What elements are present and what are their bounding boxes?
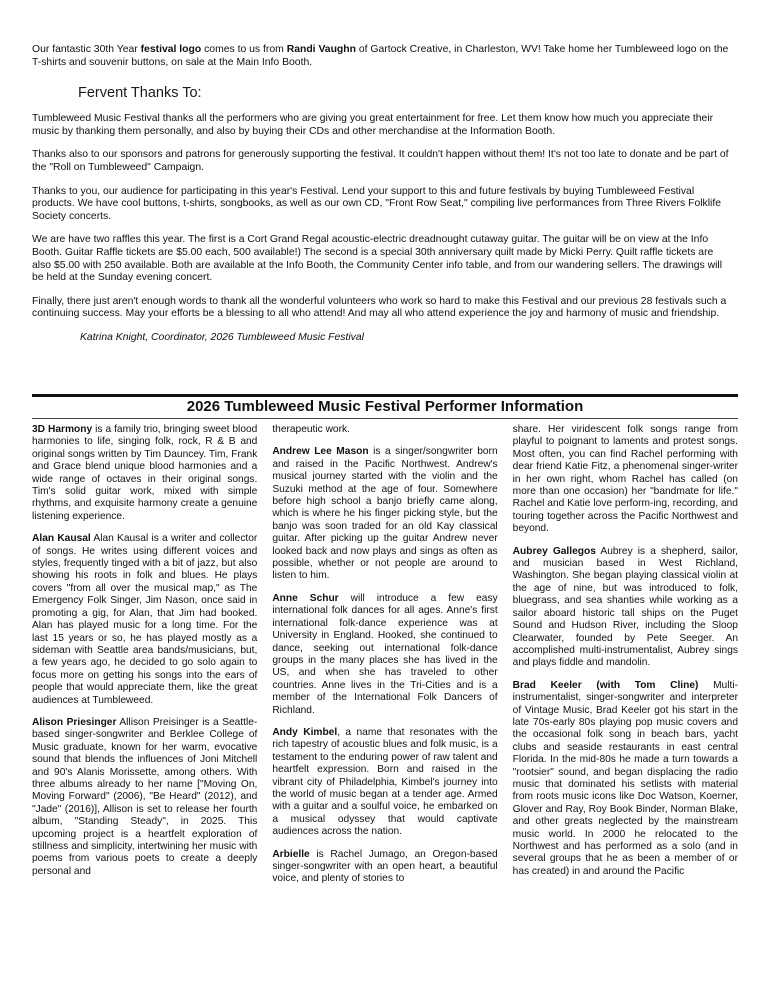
thanks-paragraph: Tumbleweed Music Festival thanks all the performers who are giving you great entertainment for free. Let them know how much you appreciate their music by thanking them personally, and also by buying their CDs and other merchandise at the Information Booth.: [32, 113, 714, 137]
performer-name: Alan Kausal: [32, 533, 91, 545]
intro-text: Our fantastic 30th Year: [32, 44, 141, 55]
performer-name: Arbielle: [272, 848, 310, 860]
performer-entry: [272, 849, 497, 886]
intro-bold-logo: festival logo: [140, 44, 202, 55]
performer-bio: is a family trio, bringing sweet blood harmonies to life, singing folk, rock, R & B and original songs written by Tim Dauncey. Tim, Frank and Grace blend unique blood harmonies and a wide range of octaves in their original songs. Tim's solid guitar work, mixed with simple rhythms, and exquisite harmony create a genuine listening experience.: [32, 424, 258, 522]
performer-bio: Multi-instrumentalist, singer-songwriter and interpreter of Vintage Music, Brad Keeler got his start in the late 70s-early 80s playing pop music covers and the occasional folk song in beach bars, yacht clubs and seaside restaurants in east central Florida. In the mid-80s he made a turn towards a "rootsier" sound, and began displacing the radio music that dominated his setlists with material from roots music icons like Doc Watson, Koerner, Glover and Ray, Roy Book Binder, Norman Blake, and other greats neglected by the mainstream music world. In 2000 he relocated to the Northwest and has performed as a solo (and in several groups that he as been a member of or has created) in and around the Pacific: [512, 679, 738, 877]
intro-text: comes to us from: [201, 44, 287, 55]
performer-bio: is a singer/songwriter born and raised in the Pacific Northwest. Andrew's musical journey started with the violin and the Suzuki method at the age of four. Somewhere before high school a banjo briefly came along, which is where he his finger picking style, but the banjo was soon traded for an old Kay classical guitar. After picking up the guitar Andrew never looked back and now plays and sings as often as possible, whether or not people are around to listen to him.: [272, 446, 498, 582]
performer-bio: will introduce a few easy international folk dances for all ages. Anne's first international folk-dance experience was at University in England. Hooked, she continued to dance, seeking out international folk-dance groups in the many places she has lived in the US, and when she has traveled to other countries. Anne lives in the Tri-Cities and is a member of the International Folk Dancers of Richland.: [272, 592, 498, 716]
thanks-heading: Fervent Thanks To:: [78, 85, 202, 102]
performer-entry: [272, 424, 497, 436]
intro-bold-name: Randi Vaughn: [286, 44, 356, 55]
performer-name: Anne Schur: [272, 592, 339, 604]
column-2: [272, 424, 497, 896]
thanks-paragraph: We are have two raffles this year. The first is a Cort Grand Regal acoustic-electric dreadnought cutaway guitar. The guitar will be on view at the Info Booth. Guitar Raffle tickets are $5.00 each, 500 available!) The second is a special 30th anniversary quilt made by Micki Perry. Quilt raffle tickets are also $5.00 with 250 available. Both are available at the Info Booth, the Community Center info table, and from our wandering sellers. The drawings will be held at the Sunday evening concert.: [32, 234, 723, 284]
top-section: [32, 44, 732, 343]
performer-entry: [513, 546, 738, 670]
performer-name: Andy Kimbel: [272, 726, 338, 738]
performer-entry: [32, 533, 257, 707]
performer-name: Aubrey Gallegos: [512, 545, 596, 557]
column-1: [32, 424, 257, 896]
performer-entry: [272, 593, 497, 717]
section-title: 2026 Tumbleweed Music Festival Performer Information: [32, 398, 738, 419]
performer-bio: share. Her viridescent folk songs range from playful to poignant to laments and protest songs. Most often, you can find Rachel performing with dear friend Katie Fitz, a phenomenal singer-writer in her own right, whom Rachel has called (on more than one occasion) her "bandmate for life." Rachel and Katie love perform-ing, recording, and touring together across the Pacific Northwest and beyond.: [512, 424, 738, 535]
performer-entry: [32, 717, 257, 878]
performer-entry: [32, 424, 257, 523]
performer-name: Andrew Lee Mason: [272, 446, 369, 458]
section-divider: [32, 394, 738, 397]
performer-bio: Allison Preisinger is a Seattle-based singer-songwriter and Berklee College of Music graduate, known for her warm, evocative sound that blends the influences of Joni Mitchell and 90's Alanis Morissette, among others. With three albums already to her name ["Moving On, Moving Forward" (2006), "Be Heard" (2012), and "Jade" (2016)], Allison is set to release her fourth album, "Standing Steady", in 2025. This upcoming project is a heartfelt exploration of stillness and simplicity, intertwining her music with poems from various poets to create a deeply personal and: [32, 716, 258, 877]
performer-name: Brad Keeler (with Tom Cline): [512, 679, 699, 691]
performer-bio: therapeutic work.: [272, 424, 350, 435]
performer-columns: [32, 424, 738, 896]
performer-bio: is Rachel Jumago, an Oregon-based singer-songwriter with an open heart, a beautiful voice, and plenty of stories to: [272, 848, 498, 885]
thanks-paragraph: Finally, there just aren't enough words to thank all the wonderful volunteers who work so hard to make this Festival and our previous 28 festivals such a continuing success. May your efforts be a blessing to all who attend! And may all who attend experience the joy and harmony of music and friendship.: [32, 295, 727, 320]
performer-entry: [272, 727, 497, 839]
performer-name: 3D Harmony: [32, 424, 93, 435]
intro-text: of Gartock Creative, in Charleston, WV! Take home her Tumbleweed logo on the T-shirts and souvenir buttons, on sale at the Main Info Booth.: [32, 44, 729, 68]
performer-name: Alison Priesinger: [32, 716, 117, 728]
thanks-paragraph: Thanks also to our sponsors and patrons for generously supporting the festival. It couldn't happen without them! It's not too late to donate and be part of the "Roll on Tumbleweed" Campaign.: [32, 149, 729, 173]
performer-bio: Alan Kausal is a writer and collector of songs. He writes using different voices and styles, frequently tinged with a bit of jazz, but also showing his roots in folk and blues. He plays covers "from all over the musical map," as The Emergency Folk Singer, Jim Nason, once said in promoting a gig, for Alan, that Jim had booked. Alan has played music for a long time. For the last 15 years or so, he has played mostly as a sideman with Seattle area bands/musicians, but, a few years ago, he decided to go solo again to focus more on getting his songs into the ears of people that would appreciate them, like the great audiences at Tumbleweed.: [32, 533, 258, 706]
performer-entry: [513, 680, 738, 879]
performer-entry: [513, 424, 738, 536]
logo-paragraph: [32, 44, 732, 69]
thanks-paragraph: Thanks to you, our audience for participating in this year's Festival. Lend your support to this and future festivals by buying Tumbleweed Festival products. We have cool buttons, t-shirts, songbooks, as well as our own CD, "Front Row Seat," compiling live performances from Three Rivers Folklife Society concerts.: [32, 185, 722, 222]
performer-bio: , a name that resonates with the rich tapestry of acoustic blues and folk music, is a testament to the enduring power of raw talent and heartfelt expression. Born and raised in the vibrant city of Philadelphia, Kimbel's journey into the world of music began at a tender age. Armed with a guitar and a soulful voice, he embarked on a musical odyssey that would captivate audiences across the nation.: [272, 726, 498, 838]
signature: Katrina Knight, Coordinator, 2026 Tumbleweed Music Festival: [80, 331, 364, 343]
column-3: [513, 424, 738, 896]
performer-bio: Aubrey is a shepherd, sailor, and musician based in West Richland, Washington. She began playing classical violin at the age of nine, but was introduced to folk, bluegrass, and sea shanties while working as a sailor aboard historic tall ships on the Puget Sound and Hudson River, including the Sloop Clearwater, founded by Pete Seeger. An accomplished multi-instrumentalist, Aubrey sings and plays fiddle and mandolin.: [512, 545, 738, 669]
performer-entry: [272, 446, 497, 582]
